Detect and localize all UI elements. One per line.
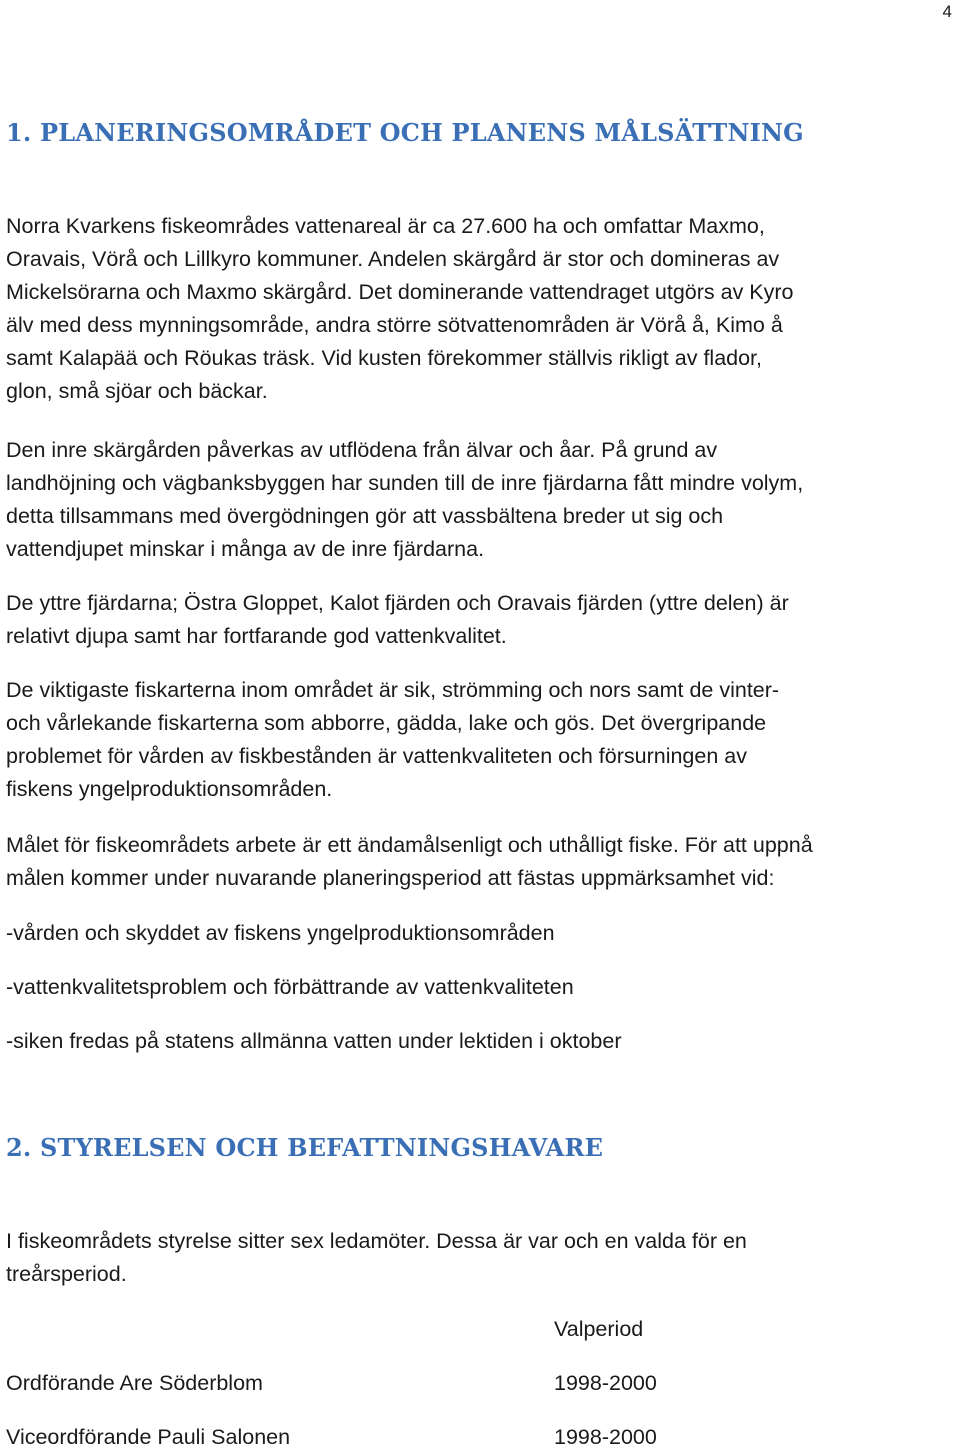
goal-item [6,917,958,950]
text-line: relativt djupa samt har fortfarande god vattenkvalitet. [6,624,507,648]
text-line: Oravais, Vörå och Lillkyro kommuner. Andelen skärgård är stor och domineras av [6,247,780,271]
text-line: Den inre skärgården påverkas av utflödena från älvar och åar. På grund av [6,438,718,462]
text-line: Norra Kvarkens fiskeområdes vattenareal är ca 27.600 ha och omfattar Maxmo, [6,214,765,238]
text-line: Mickelsörarna och Maxmo skärgård. Det dominerande vattendraget utgörs av Kyro [6,280,794,304]
paragraph-board-intro [6,1225,958,1291]
board-member-period: 1998-2000 [554,1425,657,1449]
text-line: treårsperiod. [6,1262,127,1286]
text-line: De yttre fjärdarna; Östra Gloppet, Kalot fjärden och Oravais fjärden (yttre delen) är [6,591,789,615]
section-1-heading: 1. PLANERINGSOMRÅDET OCH PLANENS MÅLSÄTTNING [6,118,804,147]
board-member-role: Ordförande Are Söderblom [6,1371,263,1395]
text-line: glon, små sjöar och bäckar. [6,379,268,403]
text-line: landhöjning och vägbanksbyggen har sunden till de inre fjärdarna fått mindre volym, [6,471,804,495]
text-line: fiskens yngelproduktionsområden. [6,777,333,801]
text-line: -vården och skyddet av fiskens yngelproduktionsområden [6,921,555,945]
text-line: detta tillsammans med övergödningen gör att vassbältena breder ut sig och [6,504,724,528]
text-line: vattendjupet minskar i många av de inre fjärdarna. [6,537,485,561]
text-line: och vårlekande fiskarterna som abborre, gädda, lake och gös. Det övergripande [6,711,767,735]
text-line: I fiskeområdets styrelse sitter sex ledamöter. Dessa är var och en valda för en [6,1229,747,1253]
text-line: älv med dess mynningsområde, andra större sötvattenområden är Vörå å, Kimo å [6,313,783,337]
section-2-heading: 2. STYRELSEN OCH BEFATTNINGSHAVARE [6,1133,604,1162]
text-line: samt Kalapää och Röukas träsk. Vid kusten förekommer ställvis rikligt av flador, [6,346,763,370]
paragraph-goals [6,829,958,895]
table-header-period: Valperiod [554,1317,644,1341]
text-line: målen kommer under nuvarande planeringsperiod att fästas uppmärksamhet vid: [6,866,775,890]
goal-item [6,971,958,1004]
page-number: 4 [942,2,952,21]
board-member-role: Viceordförande Pauli Salonen [6,1425,291,1449]
text-line: -vattenkvalitetsproblem och förbättrande av vattenkvaliteten [6,975,574,999]
paragraph-outer-bays [6,587,958,653]
goal-item [6,1025,958,1058]
board-member-period: 1998-2000 [554,1371,657,1395]
text-line: De viktigaste fiskarterna inom området är sik, strömming och nors samt de vinter- [6,678,780,702]
text-line: problemet för vården av fiskbestånden är vattenkvaliteten och försurningen av [6,744,747,768]
paragraph-inner-archipelago [6,434,958,566]
paragraph-fish-species [6,674,958,806]
text-line: -siken fredas på statens allmänna vatten under lektiden i oktober [6,1029,622,1053]
text-line: Målet för fiskeområdets arbete är ett ändamålsenligt och uthålligt fiske. För att uppnå [6,833,813,857]
paragraph-area-overview [6,210,958,408]
